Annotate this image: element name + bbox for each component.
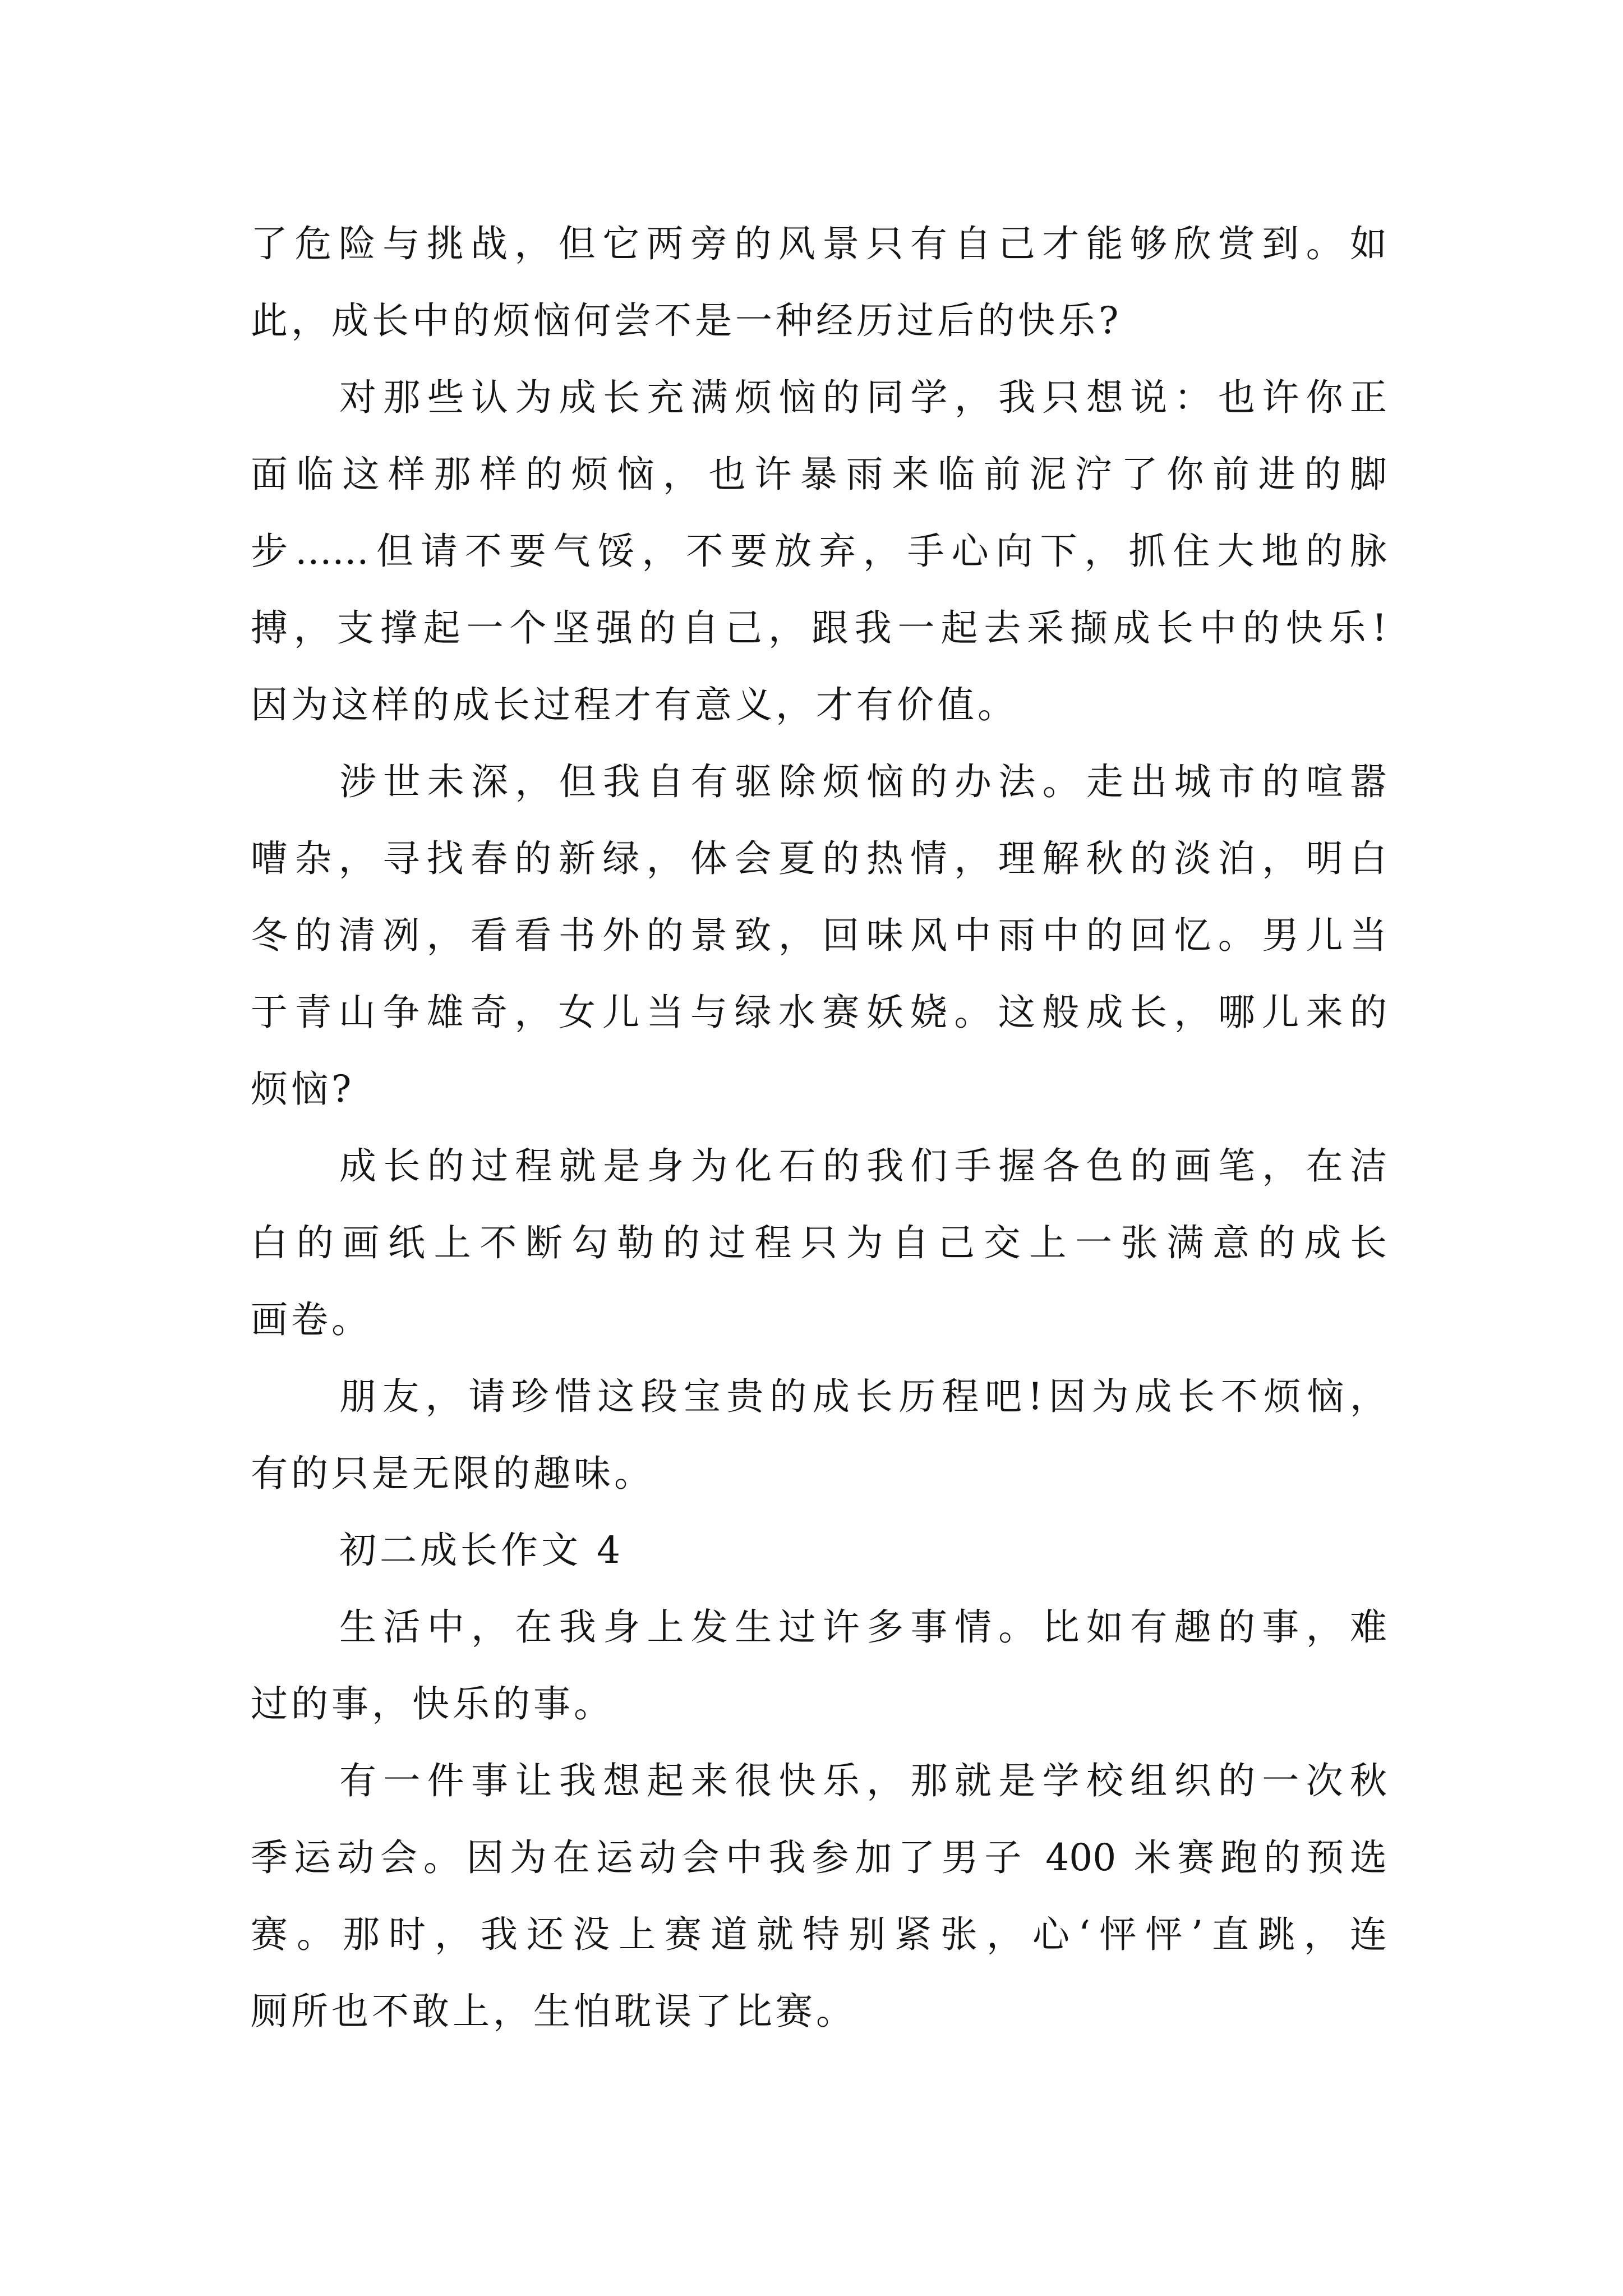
- text-line: 画卷。: [251, 1298, 372, 1341]
- text-line: 朋友，请珍惜这段宝贵的成长历程吧!因为成长不烦恼，: [339, 1375, 1387, 1418]
- text-line: 生活中，在我身上发生过许多事情。比如有趣的事，难: [339, 1605, 1387, 1649]
- text-line: 季运动会。因为在运动会中我参加了男子 400 米赛跑的预选: [251, 1836, 1387, 1879]
- text-line: 有的只是无限的趣味。: [251, 1452, 654, 1495]
- text-line: 厕所也不敢上，生怕耽误了比赛。: [251, 1990, 856, 2033]
- text-line: 了危险与挑战，但它两旁的风景只有自己才能够欣赏到。如: [251, 222, 1387, 265]
- paragraph: [251, 743, 1387, 1128]
- paragraph: [251, 1742, 1387, 2050]
- paragraph: [251, 359, 1387, 743]
- text-line: 此，成长中的烦恼何尝不是一种经历过后的快乐?: [251, 299, 1122, 342]
- paragraph: [251, 1358, 1387, 1512]
- text-line: 涉世未深，但我自有驱除烦恼的办法。走出城市的喧嚣: [339, 760, 1387, 803]
- text-line: 嘈杂，寻找春的新绿，体会夏的热情，理解秋的淡泊，明白: [251, 837, 1387, 880]
- text-line: 成长的过程就是身为化石的我们手握各色的画笔，在洁: [339, 1144, 1387, 1188]
- paragraph-continued: [251, 205, 1387, 359]
- text-line: 烦恼?: [251, 1068, 355, 1111]
- text-line: 有一件事让我想起来很快乐，那就是学校组织的一次秋: [339, 1759, 1387, 1802]
- text-line: 白的画纸上不断勾勒的过程只为自己交上一张满意的成长: [251, 1221, 1387, 1264]
- text-line: 冬的清冽，看看书外的景致，回味风中雨中的回忆。男儿当: [251, 914, 1387, 957]
- document-body: [251, 205, 1387, 2050]
- section-heading-text: 初二成长作文 4: [339, 1529, 624, 1572]
- text-line: 因为这样的成长过程才有意义，才有价值。: [251, 683, 1018, 726]
- section-heading: [251, 1512, 1387, 1589]
- paragraph: [251, 1589, 1387, 1742]
- text-line: 对那些认为成长充满烦恼的同学，我只想说：也许你正: [339, 376, 1387, 419]
- text-line: 面临这样那样的烦恼，也许暴雨来临前泥泞了你前进的脚: [251, 453, 1387, 496]
- text-line: 过的事，快乐的事。: [251, 1682, 614, 1726]
- paragraph: [251, 1128, 1387, 1358]
- text-line: 赛。那时，我还没上赛道就特别紧张，心‘怦怦’直跳，连: [251, 1913, 1387, 1956]
- text-line: 于青山争雄奇，女儿当与绿水赛妖娆。这般成长，哪儿来的: [251, 991, 1387, 1034]
- text-line: 步……但请不要气馁，不要放弃，手心向下，抓住大地的脉: [251, 530, 1387, 573]
- text-line: 搏，支撑起一个坚强的自己，跟我一起去采撷成长中的快乐!: [251, 606, 1387, 650]
